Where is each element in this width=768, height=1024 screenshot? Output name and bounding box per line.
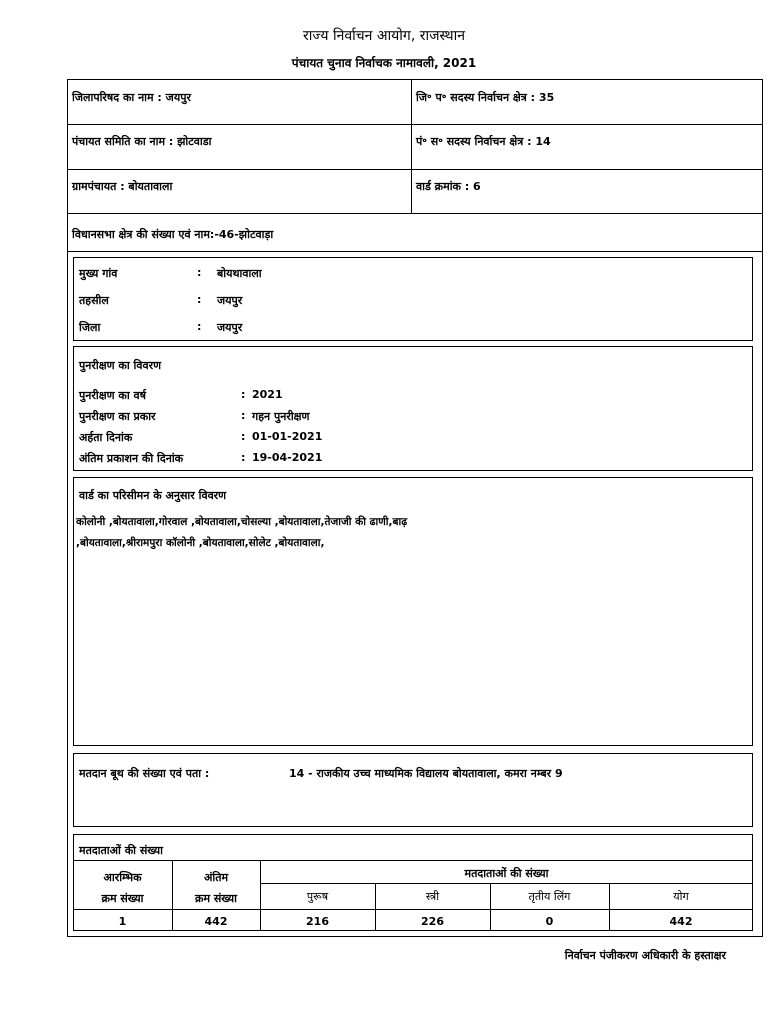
tehsil-sep: : [197, 293, 202, 306]
col-start-header-1: आरम्भिक [103, 871, 142, 884]
qualifying-date-label: अर्हता दिनांक [79, 431, 133, 444]
final-publication-value: 19-04-2021 [252, 451, 323, 464]
revision-type-label: पुनरीक्षण का प्रकार [79, 410, 156, 423]
revision-heading: पुनरीक्षण का विवरण [79, 359, 162, 372]
value-total: 442 [669, 915, 693, 928]
ward-details-line-2: ,बोयतावाला,श्रीरामपुरा कॉलोनी ,बोयतावाला,सोलेट ,बोयतावाला, [76, 537, 325, 549]
col-end-header-2: क्रम संख्या [195, 892, 237, 905]
col-start-header-2: क्रम संख्या [101, 892, 144, 905]
booth-address: 14 - राजकीय उच्च माध्यमिक विद्यालय बोयतावाला, कमरा नम्बर 9 [289, 767, 563, 780]
col-female-header: स्त्री [425, 890, 440, 903]
zila-member-area: जि॰ प॰ सदस्य निर्वाचन क्षेत्र : 35 [416, 91, 555, 104]
ward-number: वार्ड क्रमांक : 6 [416, 180, 481, 193]
zila-parishad-name: जिलापरिषद का नाम : जयपुर [72, 91, 191, 104]
voters-heading: मतदाताओं की संख्या [79, 844, 163, 857]
col-third-header: तृतीय लिंग [528, 890, 571, 903]
col-male-header: पुरूष [306, 890, 329, 903]
qualifying-date-value: 01-01-2021 [252, 430, 323, 443]
qualifying-date-sep: : [241, 430, 246, 443]
info-grid-divider [411, 79, 412, 214]
village-box [73, 257, 753, 341]
revision-type-sep: : [241, 409, 246, 422]
booth-box [73, 753, 753, 827]
revision-type-value: गहन पुनरीक्षण [252, 410, 310, 423]
village-main-sep: : [197, 266, 202, 279]
document-subtitle: पंचायत चुनाव निर्वाचक नामावली, 2021 [291, 56, 477, 70]
value-third: 0 [545, 915, 554, 928]
voters-group-header: मतदाताओं की संख्या [464, 867, 549, 880]
gram-panchayat-name: ग्रामपंचायत : बोयतावाला [72, 180, 173, 193]
village-main-label: मुख्य गांव [79, 267, 118, 280]
voters-table-top [73, 860, 753, 861]
district-label: जिला [79, 321, 101, 334]
ward-details-line-1: कोलोनी ,बोयतावाला,गोरवाल ,बोयतावाला,चोसल्या ,बोयतावाला,तेजाजी की ढाणी,बाढ़ [76, 516, 408, 528]
info-grid-line-3 [67, 213, 763, 214]
tehsil-value: जयपुर [217, 294, 243, 307]
ward-details-heading: वार्ड का परिसीमन के अनुसार विवरण [79, 489, 227, 502]
voters-header-bottom [73, 909, 753, 910]
tehsil-label: तहसील [79, 294, 109, 307]
info-grid-line-4 [67, 251, 763, 252]
revision-year-value: 2021 [252, 388, 283, 401]
value-male: 216 [306, 915, 329, 928]
final-publication-label: अंतिम प्रकाशन की दिनांक [79, 452, 184, 465]
info-grid-line-1 [67, 124, 763, 125]
final-publication-sep: : [241, 451, 246, 464]
value-start: 1 [118, 915, 127, 928]
document-title: राज्य निर्वाचन आयोग, राजस्थान [303, 28, 465, 44]
assembly-constituency: विधानसभा क्षेत्र की संख्या एवं नाम:-46-झोटवाड़ा [72, 228, 274, 241]
panchayat-samiti-name: पंचायत समिति का नाम : झोटवाडा [72, 135, 212, 148]
signature-caption: निर्वाचन पंजीकरण अधिकारी के हस्ताक्षर [564, 949, 726, 962]
voters-subheader-line [260, 883, 753, 884]
info-grid-line-2 [67, 169, 763, 170]
value-female: 226 [421, 915, 444, 928]
col-end-header-1: अंतिम [203, 871, 229, 884]
village-main-value: बोयथावाला [217, 267, 262, 280]
district-value: जयपुर [217, 321, 243, 334]
value-end: 442 [204, 915, 228, 928]
booth-label: मतदान बूथ की संख्या एवं पता : [79, 767, 210, 780]
col-total-header: योग [673, 890, 689, 903]
samiti-member-area: पं॰ स॰ सदस्य निर्वाचन क्षेत्र : 14 [416, 135, 551, 148]
revision-year-sep: : [241, 388, 246, 401]
district-sep: : [197, 320, 202, 333]
revision-year-label: पुनरीक्षण का वर्ष [79, 389, 146, 402]
